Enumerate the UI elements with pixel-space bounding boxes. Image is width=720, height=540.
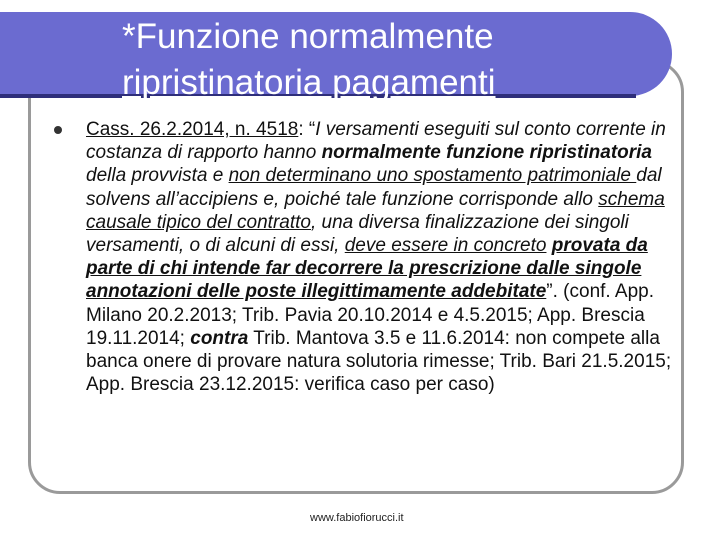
text-span: : “ bbox=[298, 119, 316, 140]
footer-url: www.fabiofiorucci.it bbox=[310, 512, 404, 524]
title-line-1: *Funzione normalmente bbox=[122, 17, 494, 56]
underlined-text: non determinano uno spostamento patrimoniale bbox=[228, 165, 637, 187]
text-span: della provvista e bbox=[86, 165, 229, 187]
title-line-2: ripristinatoria pagamenti bbox=[122, 63, 496, 102]
slide-title bbox=[122, 14, 662, 106]
bullet-paragraph bbox=[86, 118, 674, 396]
text-span: , una diversa finalizzazione dei singoli versamenti, o di alcuni di essi, bbox=[86, 211, 629, 257]
emphasis-underlined-text: provata da parte di chi intende far decorrere la prescrizione dalle singole annotazioni delle poste illegittimamente addebitate bbox=[86, 235, 648, 303]
text-span: I versamenti eseguiti sul conto corrente in costanza di rapporto hanno bbox=[86, 119, 666, 164]
underlined-text: schema causale tipico del contratto bbox=[86, 188, 665, 233]
emphasis-text: contra bbox=[190, 327, 249, 349]
citation-cass: Cass. 26.2.2014, n. 4518 bbox=[86, 119, 299, 140]
text-span: dal solvens all’accipiens e, poiché tale funzione corrisponde allo bbox=[86, 165, 662, 210]
underlined-text: deve essere in concreto bbox=[344, 235, 547, 257]
slide-body bbox=[54, 118, 674, 396]
emphasis-text: normalmente funzione ripristinatoria bbox=[321, 142, 652, 164]
text-span: ”. (conf. App. Milano 20.2.2013; Trib. Pavia 20.10.2014 e 4.5.2015; App. Brescia 19.11.2014; bbox=[86, 281, 655, 349]
text-span: Trib. Mantova 3.5 e 11.6.2014: non compete alla banca onere di provare natura solutoria rimesse; Trib. Bari 21.5.2015; App. Brescia 23.12.2015: verifica caso per caso) bbox=[86, 327, 672, 396]
